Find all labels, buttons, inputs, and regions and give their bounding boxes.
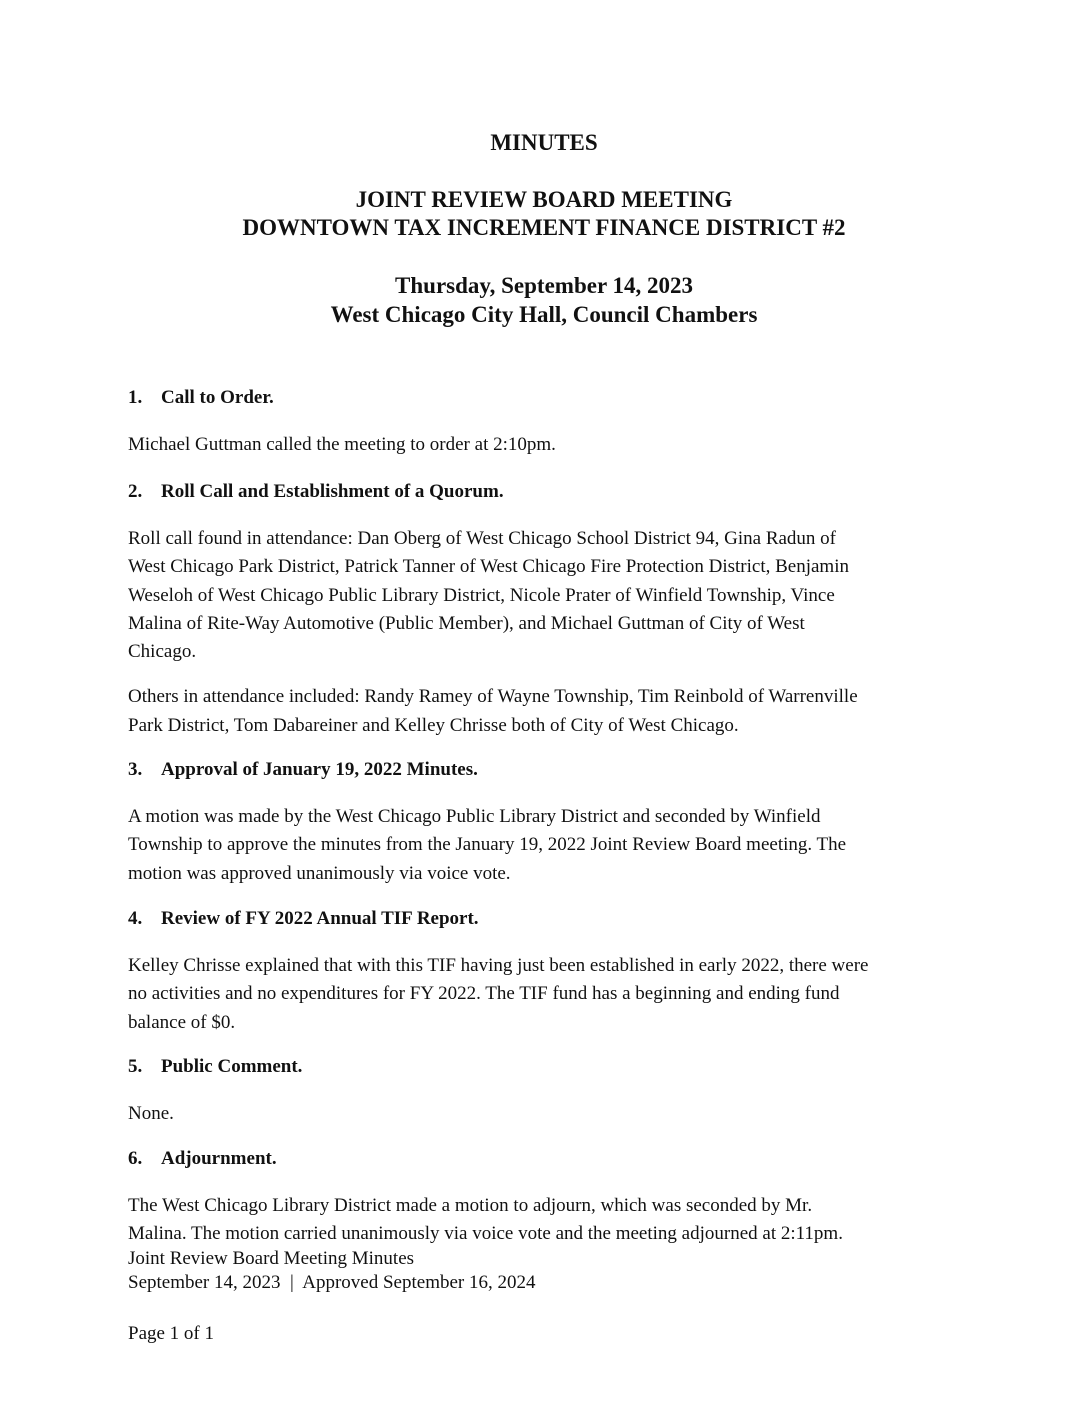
section-paragraph	[128, 683, 968, 740]
paragraph-line: Township to approve the minutes from the January 19, 2022 Joint Review Board meeting. The	[128, 834, 847, 856]
section-number: 2.	[128, 481, 143, 502]
paragraph-line: Park District, Tom Dabareiner and Kelley Chrisse both of City of West Chicago.	[128, 714, 739, 736]
section-heading	[128, 757, 968, 783]
section-number: 1.	[128, 387, 143, 408]
section-title: Call to Order.	[161, 387, 274, 408]
section-title: Roll Call and Establishment of a Quorum.	[161, 481, 504, 502]
section-heading	[128, 1146, 968, 1172]
section-paragraph	[128, 1100, 968, 1128]
paragraph-line: A motion was made by the West Chicago Public Library District and seconded by Winfield	[128, 806, 821, 827]
meeting-date: Thursday, September 14, 2023	[395, 273, 693, 298]
section-adjournment	[128, 1146, 968, 1249]
section-number: 6.	[128, 1148, 143, 1169]
section-paragraph	[128, 803, 968, 888]
paragraph-line: None.	[128, 1103, 174, 1124]
meeting-location: West Chicago City Hall, Council Chambers	[330, 302, 758, 327]
section-paragraph	[128, 525, 968, 666]
paragraph-line: motion was approved unanimously via voice vote.	[128, 862, 511, 884]
paragraph-line: Chicago.	[128, 641, 197, 663]
footer-page-number: Page 1 of 1	[128, 1323, 215, 1344]
paragraph-line: West Chicago Park District, Patrick Tanner of West Chicago Fire Protection District, Benjamin	[128, 556, 849, 578]
section-approval-minutes	[128, 757, 968, 888]
section-call-to-order	[128, 385, 968, 459]
section-public-comment	[128, 1054, 968, 1128]
paragraph-line: Malina. The motion carried unanimously via voice vote and the meeting adjourned at 2:11pm.	[128, 1223, 843, 1245]
section-title: Review of FY 2022 Annual TIF Report.	[161, 908, 479, 929]
section-paragraph	[128, 431, 968, 459]
section-number: 4.	[128, 908, 143, 929]
section-tif-report	[128, 906, 968, 1037]
paragraph-line: Kelley Chrisse explained that with this TIF having just been established in early 2022, there were	[128, 955, 869, 976]
section-heading	[128, 906, 968, 932]
section-title: Public Comment.	[161, 1056, 303, 1077]
paragraph-line: no activities and no expenditures for FY 2022. The TIF fund has a beginning and ending fund	[128, 983, 840, 1005]
paragraph-line: Weseloh of West Chicago Public Library District, Nicole Prater of Winfield Township, Vince	[128, 584, 835, 606]
footer-dates: September 14, 2023 | Approved September 16, 2024	[128, 1272, 536, 1293]
section-paragraph	[128, 1192, 968, 1249]
paragraph-line: Michael Guttman called the meeting to order at 2:10pm.	[128, 434, 556, 455]
section-number: 5.	[128, 1056, 143, 1077]
paragraph-line: balance of $0.	[128, 1011, 236, 1033]
section-title: Adjournment.	[161, 1148, 277, 1169]
section-paragraph	[128, 952, 968, 1037]
section-heading	[128, 1054, 968, 1080]
paragraph-line: Roll call found in attendance: Dan Oberg of West Chicago School District 94, Gina Radun of	[128, 528, 837, 549]
section-title: Approval of January 19, 2022 Minutes.	[161, 759, 478, 780]
section-number: 3.	[128, 759, 143, 780]
paragraph-line: Others in attendance included: Randy Ramey of Wayne Township, Tim Reinbold of Warrenville	[128, 686, 858, 708]
paragraph-line: The West Chicago Library District made a motion to adjourn, which was seconded by Mr.	[128, 1195, 813, 1216]
document-title: MINUTES	[490, 130, 598, 155]
section-heading	[128, 479, 968, 505]
section-heading	[128, 385, 968, 411]
footer-document-title: Joint Review Board Meeting Minutes	[128, 1248, 415, 1269]
section-roll-call	[128, 479, 968, 740]
district-name: DOWNTOWN TAX INCREMENT FINANCE DISTRICT #2	[242, 215, 846, 240]
meeting-name: JOINT REVIEW BOARD MEETING	[355, 187, 733, 212]
paragraph-line: Malina of Rite-Way Automotive (Public Member), and Michael Guttman of City of West	[128, 612, 805, 634]
